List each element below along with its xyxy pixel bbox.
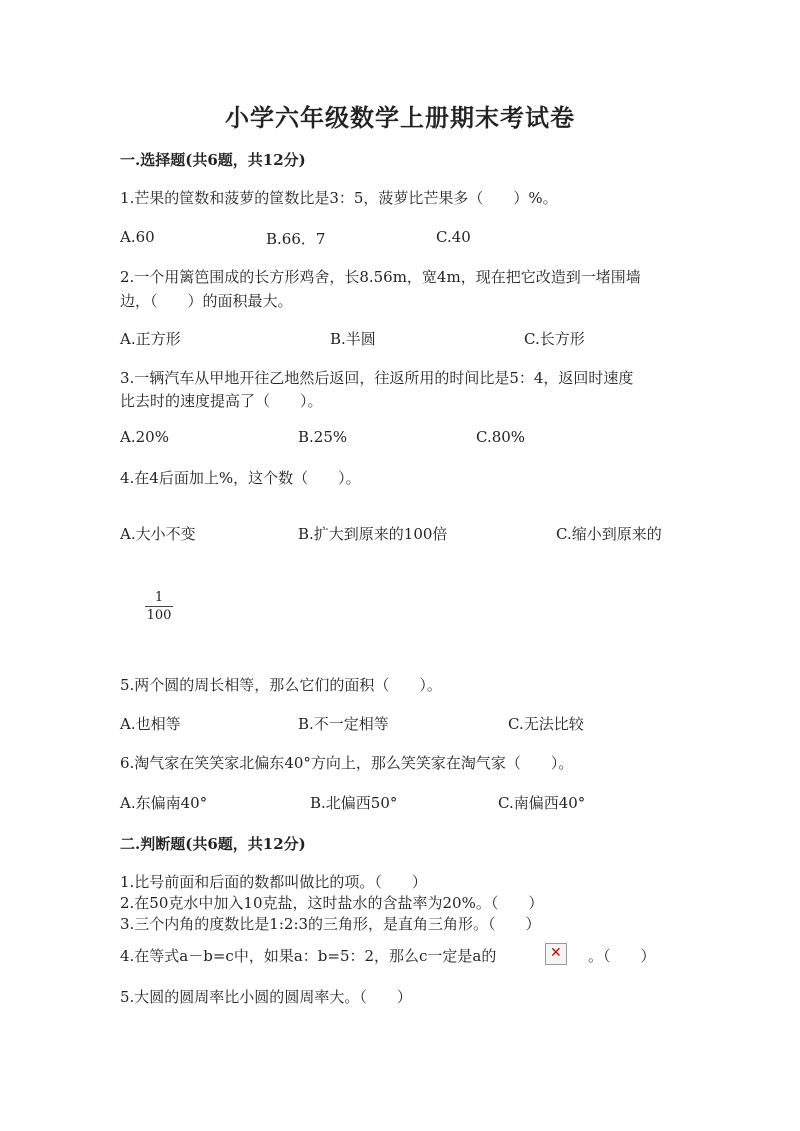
broken-image-icon — [545, 943, 567, 965]
q4-option-c-fraction — [145, 590, 173, 623]
exam-title: 小学六年级数学上册期末考试卷 — [225, 103, 575, 132]
q3-option-a: A.20% — [120, 428, 169, 446]
question-1: 1.芒果的筐数和菠萝的筐数比是3：5，菠萝比芒果多（ ）%。 — [120, 189, 558, 207]
q1-option-a: A.60 — [120, 228, 155, 246]
q1-option-b: B.66．7 — [266, 230, 326, 248]
q4-option-c: C.缩小到原来的 — [556, 525, 662, 543]
fraction-bar — [145, 606, 173, 607]
q5-option-c: C.无法比较 — [508, 715, 584, 733]
section-judge-heading: 二.判断题(共6题，共12分) — [120, 835, 306, 853]
q6-option-c: C.南偏西40° — [498, 794, 586, 812]
q2-option-a: A.正方形 — [120, 330, 181, 348]
q3-option-b: B.25% — [298, 428, 348, 446]
q4-option-a: A.大小不变 — [120, 525, 196, 543]
q5-option-b: B.不一定相等 — [298, 715, 389, 733]
statement-4-tail: 。（ ） — [588, 947, 656, 965]
section-choice-heading: 一.选择题(共6题，共12分) — [120, 151, 306, 169]
question-4: 4.在4后面加上%，这个数（ ）。 — [120, 469, 361, 487]
question-6: 6.淘气家在笑笑家北偏东40°方向上，那么笑笑家在淘气家（ ）。 — [120, 754, 574, 772]
statement-1: 1.比号前面和后面的数都叫做比的项。（ ） — [120, 873, 427, 891]
q2-option-c: C.长方形 — [524, 330, 585, 348]
question-3-line1: 3.一辆汽车从甲地开往乙地然后返回，往返所用的时间比是5：4，返回时速度 — [120, 369, 634, 387]
q3-option-c: C.80% — [476, 428, 526, 446]
statement-5: 5.大圆的圆周率比小圆的圆周率大。（ ） — [120, 988, 412, 1006]
fraction-denominator: 100 — [146, 608, 172, 623]
q2-option-b: B.半圆 — [330, 330, 376, 348]
statement-4: 4.在等式a－b=c中，如果a：b=5：2，那么c一定是a的 — [120, 947, 497, 965]
statement-2: 2.在50克水中加入10克盐，这时盐水的含盐率为20%。（ ） — [120, 894, 544, 912]
fraction-numerator: 1 — [154, 590, 164, 605]
q6-option-b: B.北偏西50° — [310, 794, 398, 812]
question-2-line1: 2.一个用篱笆围成的长方形鸡舍，长8.56m，宽4m，现在把它改造到一堵围墙 — [120, 268, 641, 286]
question-5: 5.两个圆的周长相等，那么它们的面积（ ）。 — [120, 676, 442, 694]
q4-option-b: B.扩大到原来的100倍 — [298, 525, 448, 543]
statement-3: 3.三个内角的度数比是1:2:3的三角形，是直角三角形。（ ） — [120, 915, 541, 933]
question-2-line2: 边，（ ）的面积最大。 — [120, 292, 293, 310]
question-3-line2: 比去时的速度提高了（ ）。 — [120, 392, 323, 410]
q5-option-a: A.也相等 — [120, 715, 181, 733]
q6-option-a: A.东偏南40° — [120, 794, 208, 812]
q1-option-c: C.40 — [436, 228, 471, 246]
